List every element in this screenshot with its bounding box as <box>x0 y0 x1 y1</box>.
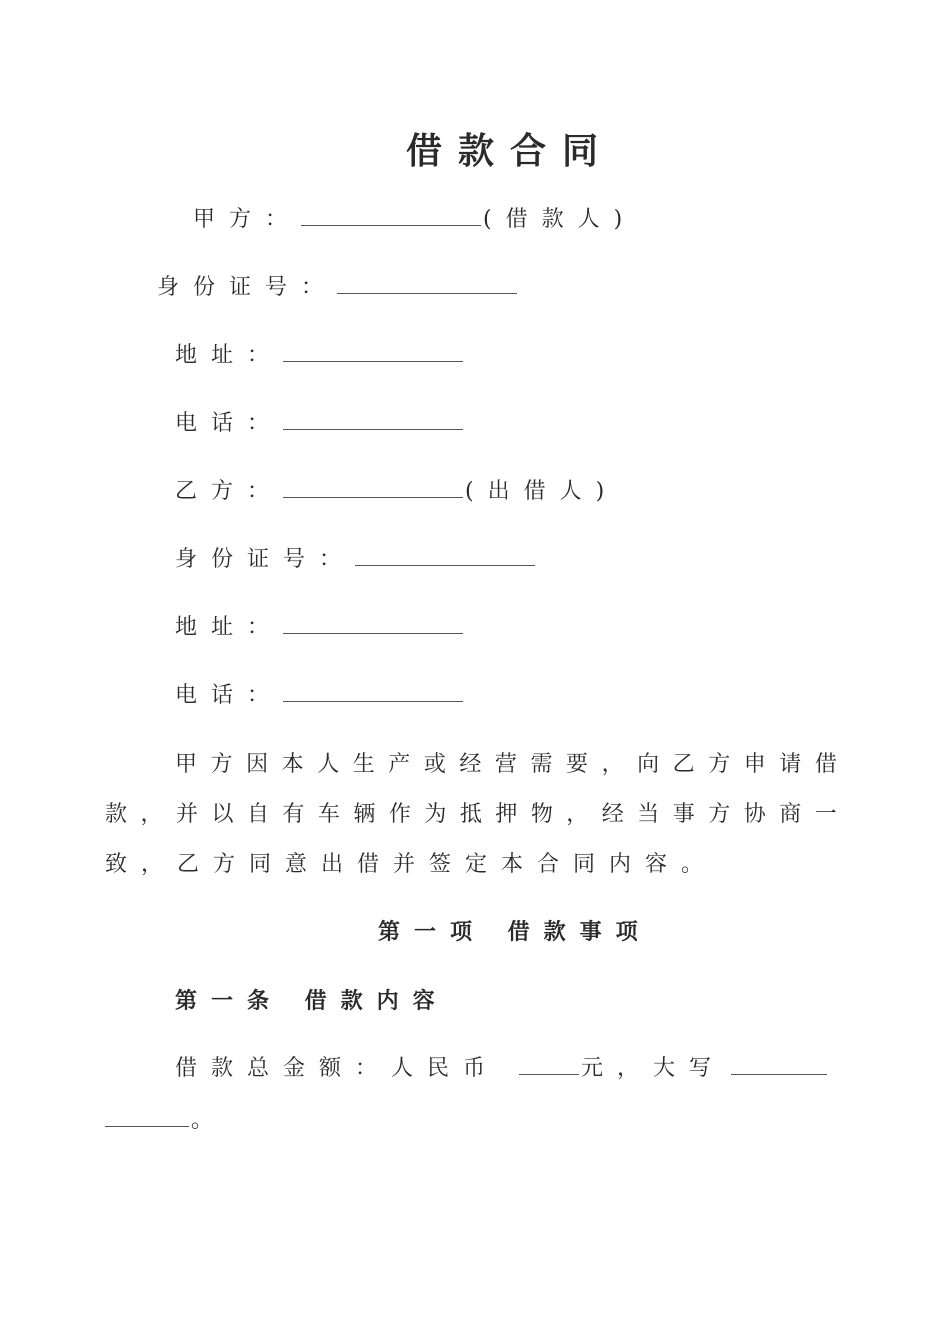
party-b-phone-label: 电话： <box>175 683 284 708</box>
preamble-char: 要 <box>566 752 589 777</box>
party-b-blank[interactable] <box>283 477 463 498</box>
party-b-address-line <box>175 613 465 643</box>
party-a-id-blank[interactable] <box>337 273 517 294</box>
preamble-line-1 <box>105 740 837 790</box>
preamble-char: 方 <box>708 752 731 777</box>
preamble-char: 物 <box>530 802 553 827</box>
preamble-char: 自 <box>246 802 269 827</box>
loan-amount-line <box>175 1054 837 1084</box>
party-a-phone-blank[interactable] <box>283 409 463 430</box>
preamble-char: 人 <box>317 752 340 777</box>
preamble-char: 一 <box>814 802 837 827</box>
capital-label: 大写 <box>653 1056 726 1081</box>
party-a-blank[interactable] <box>301 205 481 226</box>
document-title: 借款合同 <box>405 130 614 172</box>
preamble-char: 向 <box>637 752 660 777</box>
preamble-char: 并 <box>175 802 198 827</box>
preamble-char: 生 <box>352 752 375 777</box>
preamble-char: 辆 <box>353 802 376 827</box>
party-b-id-blank[interactable] <box>355 545 535 566</box>
preamble-char: ， <box>566 802 589 827</box>
party-a-id-label: 身份证号： <box>157 275 338 300</box>
party-b-role: (出借人) <box>465 479 619 504</box>
party-b-phone-line <box>175 681 465 711</box>
section-title: 第一项 借款事项 <box>378 919 652 945</box>
preamble-char: 或 <box>423 752 446 777</box>
preamble-line-3: 致，乙方同意出借并签定本合同内容。 <box>105 852 718 877</box>
preamble-char: 产 <box>388 752 411 777</box>
article-heading <box>175 986 449 1016</box>
party-b-id-label: 身份证号： <box>175 547 356 572</box>
preamble-char: 方 <box>210 752 233 777</box>
party-b-label: 乙方： <box>175 479 284 504</box>
party-b-line <box>175 477 618 507</box>
party-b-phone-blank[interactable] <box>283 681 463 702</box>
preamble-char: 经 <box>459 752 482 777</box>
party-a-phone-line <box>175 409 465 439</box>
preamble-char: 有 <box>282 802 305 827</box>
preamble-char: 乙 <box>672 752 695 777</box>
party-a-address-label: 地址： <box>175 343 284 368</box>
end-mark: 。 <box>191 1108 214 1133</box>
amount-unit: 元， <box>581 1056 654 1081</box>
preamble-char: 作 <box>388 802 411 827</box>
party-a-label: 甲方： <box>193 207 302 232</box>
party-b-id-line <box>175 545 537 575</box>
preamble-char: 请 <box>779 752 802 777</box>
loan-amount-continuation <box>105 1106 213 1136</box>
preamble-line-2 <box>105 790 837 840</box>
section-heading <box>378 917 652 947</box>
amount-capital-blank-cont[interactable] <box>105 1106 189 1127</box>
preamble-char: 为 <box>424 802 447 827</box>
party-a-line <box>193 205 636 235</box>
preamble-char: 当 <box>637 802 660 827</box>
preamble-char: 方 <box>708 802 731 827</box>
party-a-address-blank[interactable] <box>283 341 463 362</box>
preamble-char: 借 <box>814 752 837 777</box>
loan-amount-label: 借款总金额：人民币 <box>175 1056 500 1081</box>
amount-capital-blank[interactable] <box>731 1054 827 1075</box>
preamble-char: 申 <box>743 752 766 777</box>
party-a-address-line <box>175 341 465 371</box>
preamble-char: 协 <box>743 802 766 827</box>
preamble-char: 因 <box>246 752 269 777</box>
preamble-char: 经 <box>601 802 624 827</box>
amount-number-blank[interactable] <box>519 1054 579 1075</box>
preamble-char: 车 <box>317 802 340 827</box>
preamble-char: 营 <box>494 752 517 777</box>
preamble-char: 款 <box>105 802 128 827</box>
party-a-phone-label: 电话： <box>175 411 284 436</box>
party-b-address-label: 地址： <box>175 615 284 640</box>
preamble-char: 事 <box>672 802 695 827</box>
party-a-id-line <box>157 273 519 303</box>
party-a-role: (借款人) <box>483 207 637 232</box>
preamble-char: 本 <box>281 752 304 777</box>
preamble-char: ， <box>601 752 624 777</box>
preamble-char: 需 <box>530 752 553 777</box>
preamble-char: 抵 <box>459 802 482 827</box>
preamble-char: 甲 <box>175 752 198 777</box>
party-b-address-blank[interactable] <box>283 613 463 634</box>
article-title: 第一条 借款内容 <box>175 988 449 1014</box>
preamble-char: 以 <box>211 802 234 827</box>
preamble-paragraph <box>105 740 837 890</box>
preamble-char: ， <box>140 802 163 827</box>
preamble-char: 商 <box>779 802 802 827</box>
preamble-char: 押 <box>495 802 518 827</box>
